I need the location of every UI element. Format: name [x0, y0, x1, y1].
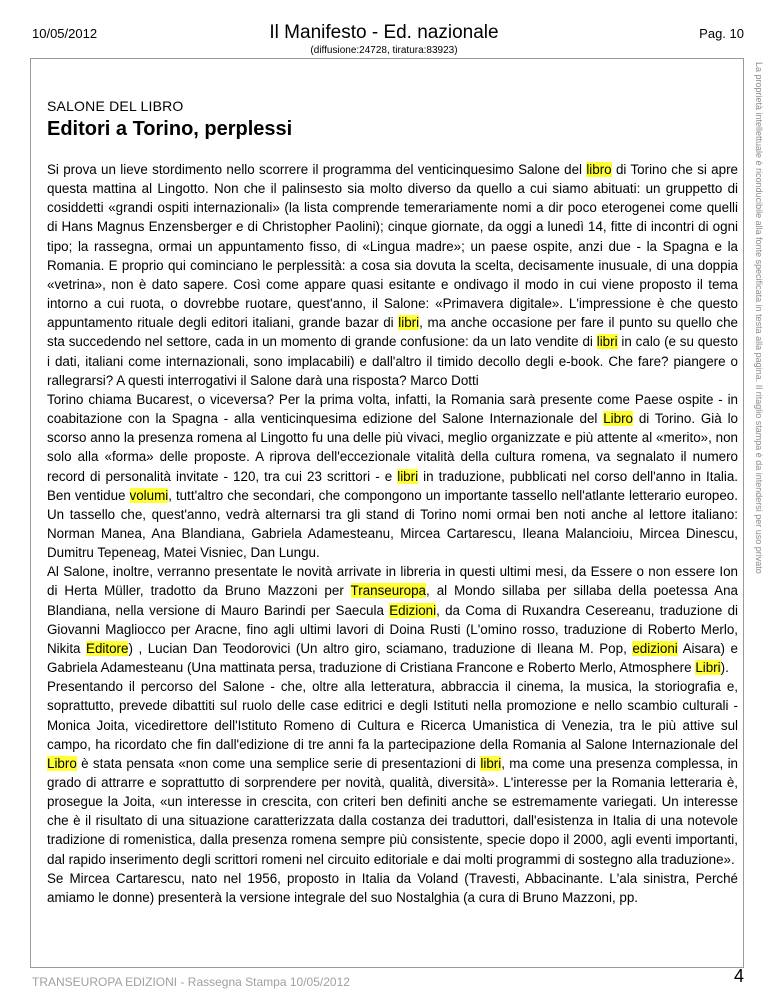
paragraph: Presentando il percorso del Salone - che, oltre alla letteratura, abbraccia il cinema, la musica, la storiografia e, soprattutto, prevede dibattiti sul ruolo delle case editrici e degli Istituti nella promozione e nello scambio culturali - Monica Joita, vicedirettore dell'Istituto Romeno di Cultura e Ricerca Umanistica di Venezia, tra le più attive sul campo, ha ricordato che fin dall'edizione di tre anni fa la partecipazione della Romania al Salone Internazionale del Libro è stata pensata «non come una semplice serie di presentazioni di libri, ma come una presenza complessa, in grado di attrarre e soprattutto di sorprendere per novità, qualità, diversità». L'interesse per la Romania letteraria è, prosegue la Joita, «un interesse in crescita, con criteri ben definiti anche se estremamente variegati. Un interesse che è il risultato di una situazione caratterizzata dalla costanza dei traduttori, dall'esistenza in Italia di una notevole tradizione di romenistica, dalla presenza romena sempre più consistente, specie dopo il 2000, agli eventi importanti, dal rapido inserimento degli scrittori romeni nel circuito editoriale e dai molti programmi di sostegno alla traduzione». — [47, 679, 738, 867]
highlighted-term: libri — [480, 755, 502, 771]
newspaper-title: Il Manifesto - Ed. nazionale — [269, 22, 499, 43]
highlighted-term: Libro — [603, 411, 633, 427]
paragraph: Torino chiama Bucarest, o viceversa? Per la prima volta, infatti, la Romania sarà presente come Paese ospite - in coabitazione con la Spagna - alla venticinquesima edizione del Salone Internazionale del Libro di Torino. Già lo scorso anno la presenza romena al Lingotto fu una delle più vivaci, meglio organizzate e più attente al «merito», non solo alla «forma» delle proposte. A riprova dell'eccezionale vitalità della cultura romena, va segnalato il numero record di personalità invitate - 120, tra cui 23 scrittori - e libri in traduzione, pubblicati nel corso dell'anno in Italia. Ben ventidue volumi, tutt'altro che secondari, che compongono un importante tassello nell'atlante letterario europeo. Un tassello che, quest'anno, vedrà alternarsi tra gli stand di Torino nomi ormai ben noti anche al lettore italiano: Norman Manea, Ana Blandiana, Gabriela Adamesteanu, Mircea Cartarescu, Ileana Malancioiu, Mircea Dinescu, Dumitru Tepeneag, Matei Visniec, Dan Lungu. — [47, 391, 739, 561]
highlighted-term: libro — [586, 162, 612, 177]
header-page: Pag. 10 — [699, 26, 744, 41]
highlighted-term: volumi — [129, 487, 169, 503]
header-date: 10/05/2012 — [32, 26, 98, 41]
highlighted-term: Libro — [47, 755, 77, 771]
highlighted-term: libri — [398, 315, 420, 331]
circulation-info: (diffusione:24728, tiratura:83923) — [310, 45, 458, 56]
highlighted-term: Libri — [695, 660, 721, 676]
highlighted-term: Transeuropa — [350, 583, 426, 599]
section-label: SALONE DEL LIBRO — [47, 98, 184, 114]
highlighted-term: edizioni — [632, 640, 678, 656]
paragraph: Si prova un lieve stordimento nello scorrere il programma del venticinquesimo Salone del libro di Torino che si apre questa mattina al Lingotto. Non che il palinsesto sia molto diverso da quello a cui siamo abituati: un gruppetto di cosiddetti «grandi ospiti internazionali» (la lista comprende temerariamente nomi a dir poco eterogenei come quelli di Hans Magnus Enzensberger e di Christopher Paolini); cinque giornate, da oggi a lunedì 14, fitte di incontri di ogni tipo; la rassegna, ormai un appuntamento fisso, di «Lingua madre»; un paese ospite, anzi due - la Spagna e la Romania. E proprio qui cominciano le perplessità: a cosa sia dovuta la scelta, decisamente inusuale, di una doppia «vetrina», non è dato sapere. Così come appare quasi esitante e ondivago il modo in cui viene proposto il tema intorno a cui ruota, o dovrebbe ruotare, quest'anno, il Salone: «Primavera digitale». L'impressione è che questo appuntamento rituale degli editori italiani, grande bazar di libri, ma anche occasione per fare il punto su quello che sta succedendo nel settore, cada in un momento di grande confusione: da un lato vendite di libri in calo (e su questo i dati, italiani come internazionali, sono implacabili) e dall'altro il timido decollo degli e-book. Che fare? piangere o rallegrarsi? A questi interrogativi il Salone darà una risposta? Marco Dotti — [47, 162, 738, 388]
headline: Editori a Torino, perplessi — [47, 118, 293, 140]
copyright-side-note: La proprietà intellettuale è riconducibile alla fonte specificata in testa alla pagina. Il ritaglio stampa è da intendersi per uso privato — [754, 62, 764, 574]
highlighted-term: Editore — [86, 640, 129, 656]
article-body — [47, 160, 738, 907]
footer-source: TRANSEUROPA EDIZIONI - Rassegna Stampa 10/05/2012 — [32, 975, 350, 989]
highlighted-term: libri — [397, 468, 419, 484]
footer-page-number: 4 — [733, 966, 744, 986]
paragraph: Se Mircea Cartarescu, nato nel 1956, proposto in Italia da Voland (Travesti, Abbacinante. L'ala sinistra, Perché amiamo le donne) presenterà la versione integrale del suo Nostalghia (a cura di Bruno Mazzoni, pp. — [47, 870, 738, 905]
highlighted-term: libri — [596, 334, 618, 350]
paragraph: Al Salone, inoltre, verranno presentate le novità arrivate in libreria in questi ultimi mesi, da Essere o non essere Ion di Herta Müller, tradotto da Bruno Mazzoni per Transeuropa, al Mondo sillaba per sillaba della poetessa Ana Blandiana, nella versione di Mauro Barindi per Saecula Edizioni, da Coma di Ruxandra Cesereanu, traduzione di Giovanni Magliocco per Aracne, fino agli ultimi lavori di Doina Rusti (L'omino rosso, traduzione di Roberto Merlo, Nikita Editore) , Lucian Dan Teodorovici (Un altro giro, sciamano, traduzione di Ileana M. Pop, edizioni Aisara) e Gabriela Adamesteanu (Una mattinata persa, traduzione di Cristiana Francone e Roberto Merlo, Atmosphere Libri). — [47, 564, 739, 676]
highlighted-term: Edizioni — [389, 602, 437, 618]
